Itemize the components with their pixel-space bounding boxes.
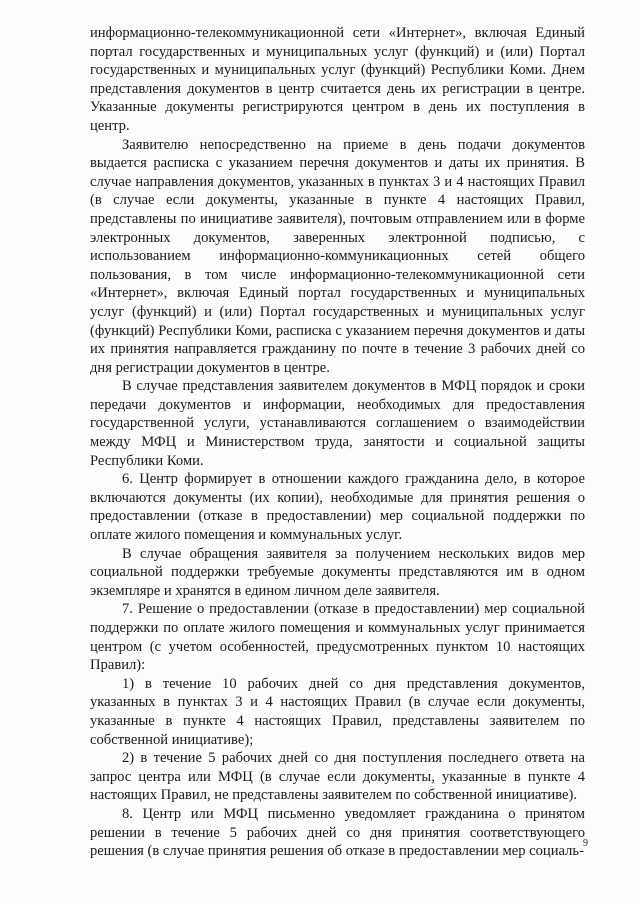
paragraph-6: 7. Решение о предоставлении (отказе в предоставлении) мер социальной поддержки по оплате жилого помещения и коммунальных услуг принимается центром (с учетом особенностей, предусмотренных пунктом 10 настоящих Правил): <box>90 601 585 674</box>
paragraph-8: 2) в течение 5 рабочих дней со дня поступления последнего ответа на запрос центра или МФЦ (в случае если документы, указанные в пункте 4 настоящих Правил, не представлены заявителем по собственной инициативе). <box>90 750 585 804</box>
page-number: 9 <box>583 838 588 849</box>
paragraph-5: В случае обращения заявителя за получением нескольких видов мер социальной поддержки требуемые документы представляются им в одном экземпляре и хранятся в едином личном деле заявителя. <box>90 545 585 599</box>
paragraph-2: Заявителю непосредственно на приеме в день подачи документов выдается расписка с указанием перечня документов и даты их принятия. В случае направления документов, указанных в пунктах 3 и 4 настоящих Правил (в случае если документы, указанные в пункте 4 настоящих Правил, представлены по инициативе заявителя), почтовым отправлением или в форме электронных документов, заверенных электронной подписью, с использованием информационно-коммуникационных сетей общего пользования, в том числе информационно-телекоммуникационной сети «Интернет», включая Единый портал государственных и муниципальных услуг (функций) и (или) Портал государственных и муниципальных услуг (функций) Республики Коми, расписка с указанием перечня документов и даты их принятия направляется гражданину по почте в течение 3 рабочих дней со дня регистрации документов в центре. <box>90 136 585 376</box>
paragraph-9: 8. Центр или МФЦ письменно уведомляет гражданина о принятом решении в течение 5 рабочих дней со дня принятия соответствующего решения (в случае принятия решения об отказе в предоставлении мер социаль- <box>90 805 585 860</box>
paragraph-4: 6. Центр формирует в отношении каждого гражданина дело, в которое включаются документы (их копии), необходимые для принятия решения о предоставлении (отказе в предоставлении) мер социальной поддержки по оплате жилого помещения и коммунальных услуг. <box>90 471 585 544</box>
paragraph-3: В случае представления заявителем документов в МФЦ порядок и сроки передачи документов и информации, необходимых для предоставления государственной услуги, устанавливаются соглашением о взаимодействии между МФЦ и Министерством труда, занятости и социальной защиты Республики Коми. <box>90 378 585 469</box>
document-body <box>90 24 585 861</box>
paragraph-1: информационно-телекоммуникационной сети «Интернет», включая Единый портал государственных и муниципальных услуг (функций) и (или) Портал государственных и муниципальных услуг (функций) Республики Коми. Днем представления документов в центр считается день их регистрации в центре. Указанные документы регистрируются центром в день их поступления в центр. <box>90 25 585 134</box>
paragraph-7: 1) в течение 10 рабочих дней со дня представления документов, указанных в пунктах 3 и 4 настоящих Правил (в случае если документы, указанные в пункте 4 настоящих Правил, представлены заявителем по собственной инициативе); <box>90 675 585 748</box>
